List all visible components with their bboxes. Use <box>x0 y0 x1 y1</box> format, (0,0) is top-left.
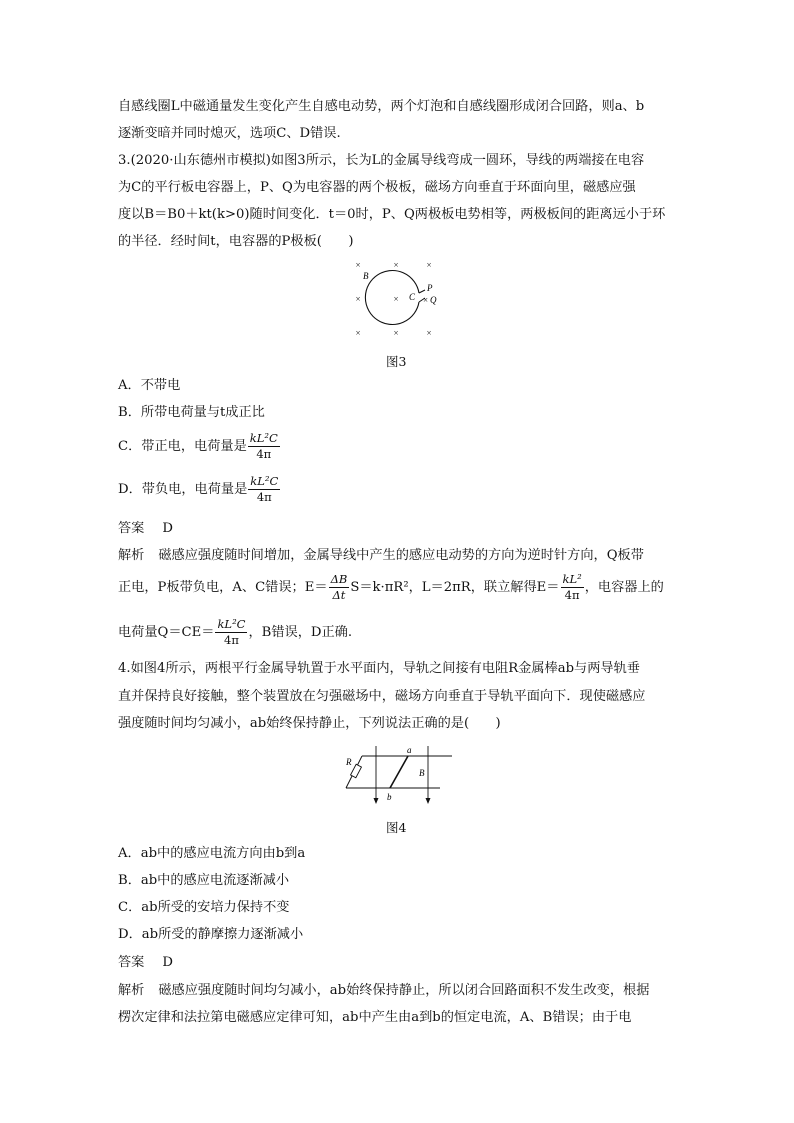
analysis-text: 电荷量Q＝CE＝ <box>118 625 215 640</box>
answer-label: 答案 <box>118 521 145 536</box>
q3-option-d <box>118 474 281 505</box>
q3-option-c-fraction <box>248 431 280 462</box>
q4-answer <box>118 954 173 972</box>
label-b-end: b <box>387 792 392 802</box>
fraction-denominator: 4π <box>224 633 239 647</box>
fraction-numerator: kL² <box>562 572 582 586</box>
answer-value: D <box>162 521 173 536</box>
fraction-denominator: Δt <box>332 588 346 602</box>
label-b: B <box>363 271 369 281</box>
label-field-b: B <box>419 768 425 778</box>
q3-answer <box>118 520 173 538</box>
fraction-numerator: kL²C <box>217 617 246 631</box>
field-cross: × <box>393 260 399 270</box>
analysis-text: ，B错误，D正确. <box>248 625 353 640</box>
q4-option-c: C．ab所受的安培力保持不变 <box>118 900 290 915</box>
analysis-text: 磁感应强度随时间均匀减小，ab始终保持静止，所以闭合回路面积不发生改变，根据 <box>158 983 650 998</box>
label-q: Q <box>430 295 437 305</box>
q4-stem-line-2: 直并保持良好接触，整个装置放在匀强磁场中，磁场方向垂直于导轨平面向下．现使磁感应 <box>118 689 646 704</box>
analysis-label: 解析 <box>118 548 145 563</box>
answer-value: D <box>162 955 173 970</box>
field-cross: × <box>426 328 432 338</box>
field-arrow <box>426 798 431 804</box>
q3-option-b: B．所带电荷量与t成正比 <box>118 405 265 420</box>
resistor <box>351 764 362 777</box>
label-r: R <box>346 757 352 767</box>
analysis-text: ，电容器上的 <box>584 580 664 595</box>
field-cross: × <box>393 328 399 338</box>
field-arrow <box>374 798 379 804</box>
label-a: a <box>407 745 412 755</box>
field-cross: × <box>355 328 361 338</box>
answer-label: 答案 <box>118 955 145 970</box>
field-cross: × <box>393 294 399 304</box>
analysis-fraction-charge <box>215 617 247 648</box>
analysis-text: S＝k·πR²，L＝2πR，联立解得E＝ <box>350 580 560 595</box>
fraction-denominator: 4π <box>564 588 580 602</box>
q3-stem-line-1: 3.(2020·山东德州市模拟)如图3所示，长为L的金属导线弯成一圆环，导线的两端接在电容 <box>118 153 645 168</box>
q3-analysis-line-1 <box>118 547 644 565</box>
fraction-denominator: 4π <box>256 490 272 504</box>
capacitor-plate-p <box>419 290 425 293</box>
q4-stem-line-1: 4.如图4所示，两根平行金属导轨置于水平面内，导轨之间接有电阻R金属棒ab与两导轨垂 <box>118 661 640 676</box>
figure-4-rail-diagram <box>340 742 460 808</box>
q3-option-c-text: C．带正电，电荷量是 <box>118 439 247 454</box>
q3-analysis-line-2 <box>118 571 664 605</box>
q4-analysis-line-2: 楞次定律和法拉第电磁感应定律可知，ab中产生由a到b的恒定电流，A、B错误；由于电 <box>118 1010 632 1025</box>
q3-option-d-text: D．带负电，电荷量是 <box>118 482 248 497</box>
label-p: P <box>427 283 433 293</box>
label-cross-q: × <box>423 295 429 305</box>
q3-stem-line-3: 度以B＝B0＋kt(k>0)随时间变化．t＝0时，P、Q两极板电势相等，两极板间的距离远小于环 <box>118 207 666 222</box>
fraction-numerator: kL²C <box>249 431 278 445</box>
analysis-fraction-emf <box>561 572 584 603</box>
figure-3-ring-diagram <box>345 254 445 340</box>
metal-rod-ab <box>390 756 408 788</box>
q3-option-c <box>118 431 281 462</box>
q3-analysis-line-3 <box>118 616 352 650</box>
fraction-denominator: 4π <box>256 447 272 461</box>
field-cross: × <box>355 260 361 270</box>
intro-line-2: 逐渐变暗并同时熄灭，选项C、D错误. <box>118 126 341 141</box>
q4-option-b: B．ab中的感应电流逐渐减小 <box>118 873 290 888</box>
fraction-numerator: ΔB <box>330 572 348 586</box>
intro-line-1: 自感线圈L中磁通量发生变化产生自感电动势，两个灯泡和自感线圈形成闭合回路，则a、b <box>118 99 645 114</box>
fraction-numerator: kL²C <box>250 474 279 488</box>
analysis-text: 正电，P板带负电，A、C错误；E＝ <box>118 580 328 595</box>
q4-stem-line-3: 强度随时间均匀减小，ab始终保持静止，下列说法正确的是( ) <box>118 716 501 731</box>
analysis-text: 磁感应强度随时间增加，金属导线中产生的感应电动势的方向为逆时针方向，Q板带 <box>158 548 644 563</box>
figure-4-caption: 图4 <box>386 820 407 835</box>
analysis-fraction-db-dt <box>329 572 350 603</box>
q4-option-d: D．ab所受的静摩擦力逐渐减小 <box>118 927 304 942</box>
q3-option-a: A．不带电 <box>118 378 181 393</box>
q3-stem-line-2: 为C的平行板电容器上，P、Q为电容器的两个极板，磁场方向垂直于环面向里，磁感应强 <box>118 180 636 195</box>
field-cross: × <box>426 260 432 270</box>
q4-analysis-line-1 <box>118 982 649 1000</box>
q3-option-d-fraction <box>248 474 280 505</box>
field-cross: × <box>355 294 361 304</box>
analysis-label: 解析 <box>118 983 145 998</box>
q4-option-a: A．ab中的感应电流方向由b到a <box>118 846 306 861</box>
label-c: C <box>409 292 416 302</box>
q3-stem-line-4: 的半径．经时间t，电容器的P极板( ) <box>118 234 354 249</box>
figure-3-caption: 图3 <box>386 354 407 369</box>
